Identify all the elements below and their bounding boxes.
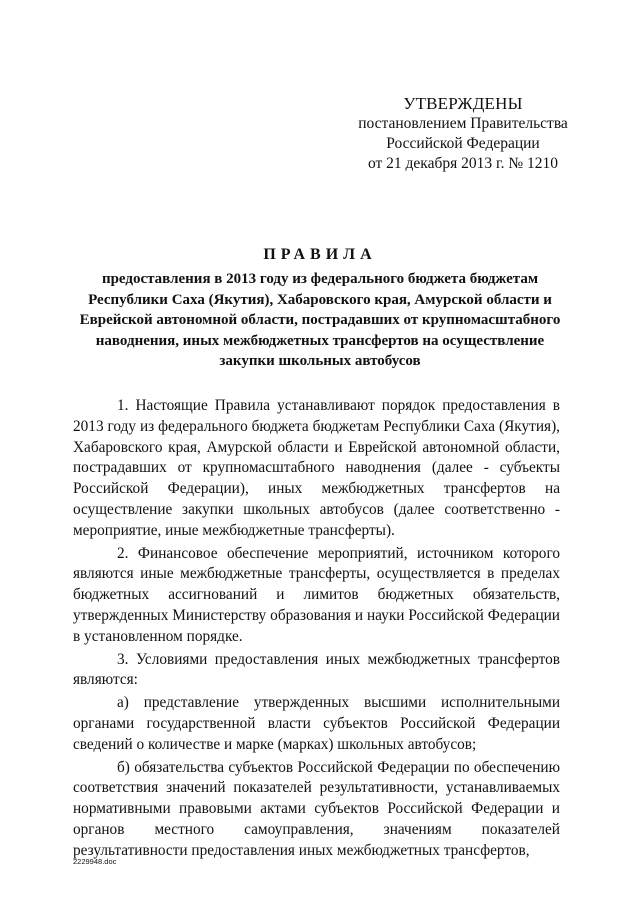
- file-name-footer: 2229948.doc: [73, 857, 117, 866]
- approval-block: [343, 93, 583, 174]
- approval-heading: УТВЕРЖДЕНЫ: [403, 94, 523, 113]
- paragraph-3b: б) обязательства субъектов Российской Федерации по обеспечению соответствия значений показателей результативности, устанавливаемых нормативными правовыми актами субъектов Российской Федерации и органов местного самоуправления, значениям показателей результативности предоставления иных межбюджетных трансфертов,: [73, 758, 560, 859]
- document-subtitle: предоставления в 2013 году из федерального бюджета бюджетам Республики Саха (Якутия), Хабаровского края, Амурской области и Еврейской автономной области, пострадавших от крупномасштабного наводнения, иных межбюджетных трансфертов на осуществление закупки школьных автобусов: [79, 271, 561, 369]
- approval-line-date: от 21 декабря 2013 г. № 1210: [367, 155, 559, 172]
- document-title: ПРАВИЛА: [263, 246, 377, 263]
- approval-line-resolution: постановлением Правительства: [358, 115, 568, 132]
- approval-line-federation: Российской Федерации: [386, 135, 540, 152]
- paragraph-3a: а) представление утвержденных высшими исполнительными органами государственной власти субъектов Российской Федерации сведений о количестве и марке (марках) школьных автобусов;: [73, 694, 560, 753]
- paragraph-1: 1. Настоящие Правила устанавливают порядок предоставления в 2013 году из федерального бюджета бюджетам Республики Саха (Якутия), Хабаровского края, Амурской области и Еврейской автономной области, пострадавших от крупномасштабного наводнения (далее - субъекты Российской Федерации), иных межбюджетных трансфертов на осуществление закупки школьных автобусов (далее соответственно - мероприятие, иные межбюджетные трансферты).: [73, 397, 560, 539]
- document-body: [73, 396, 560, 862]
- paragraph-2: 2. Финансовое обеспечение мероприятий, источником которого являются иные межбюджетные трансферты, осуществляется в пределах бюджетных ассигнований и лимитов бюджетных обязательств, утвержденных Министерству образования и науки Российской Федерации в установленном порядке.: [73, 544, 560, 645]
- paragraph-3: 3. Условиями предоставления иных межбюджетных трансфертов являются:: [73, 650, 560, 689]
